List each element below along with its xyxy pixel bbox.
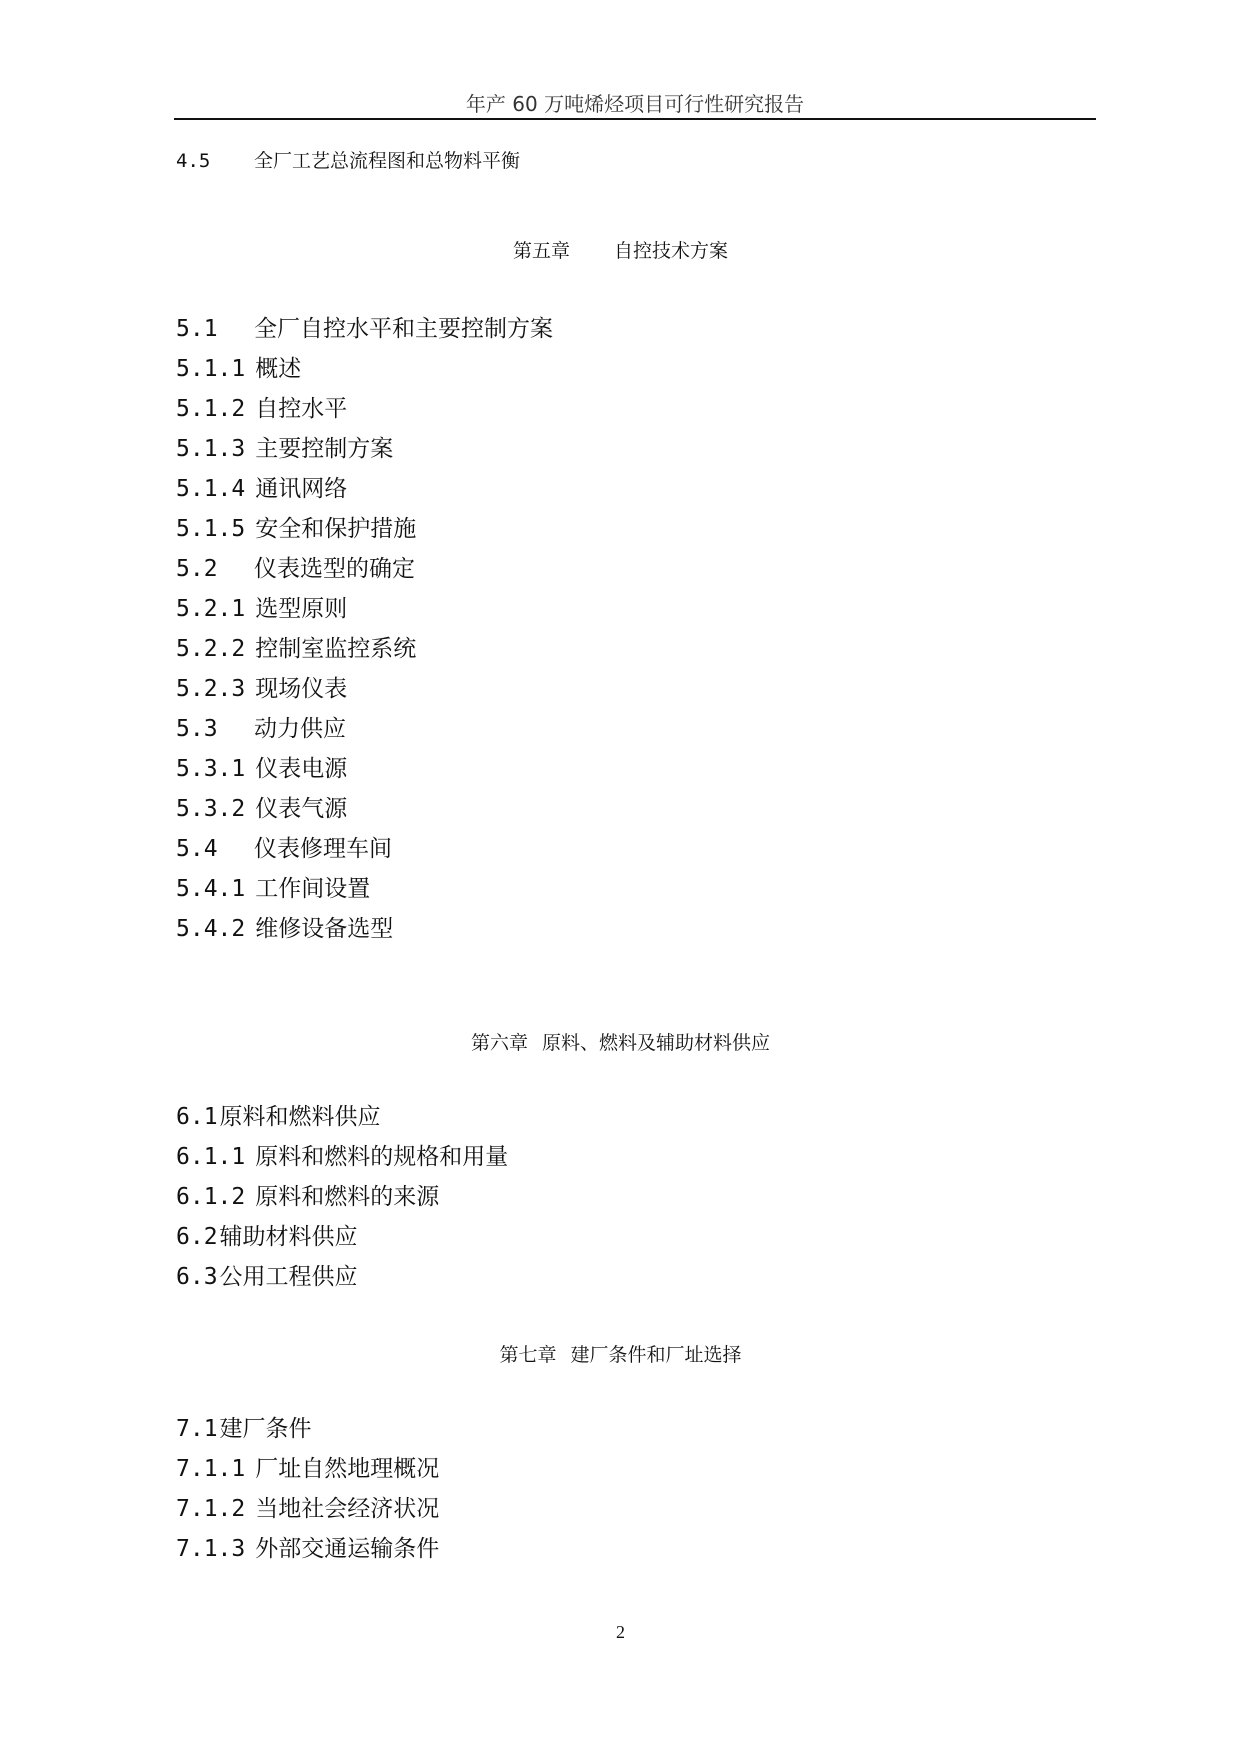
toc-text: 外部交通运输条件 (255, 1536, 440, 1562)
toc-number: 6.2 (176, 1224, 218, 1250)
toc-entry-5-3-1 (176, 750, 347, 783)
toc-number: 5.4.1 (176, 876, 246, 902)
toc-entry-6-3 (176, 1258, 358, 1291)
toc-number: 7.1.3 (176, 1536, 246, 1562)
toc-entry-7-1-1 (176, 1450, 439, 1483)
toc-entry-5-4 (176, 830, 392, 863)
toc-text: 维修设备选型 (255, 916, 394, 942)
toc-entry-6-1-1 (176, 1138, 508, 1171)
toc-number: 5.1.2 (176, 396, 246, 422)
toc-number: 7.1.2 (176, 1496, 246, 1522)
toc-number: 6.3 (176, 1264, 218, 1290)
toc-entry-5-4-1 (176, 870, 370, 903)
toc-entry-5-2-1 (176, 590, 347, 623)
toc-entry-5-3 (176, 710, 346, 743)
toc-text: 仪表气源 (255, 796, 348, 822)
toc-number: 5.3 (176, 716, 218, 742)
toc-text: 控制室监控系统 (255, 636, 417, 662)
toc-entry-6-1 (176, 1098, 381, 1131)
toc-entry-7-1-2 (176, 1490, 439, 1523)
toc-entry-5-4-2 (176, 910, 393, 943)
toc-entry-6-2 (176, 1218, 358, 1251)
chapter-heading-7 (0, 1340, 1241, 1367)
toc-entry-5-1-3 (176, 430, 393, 463)
toc-entry-5-1 (176, 310, 553, 343)
toc-text: 公用工程供应 (219, 1264, 358, 1290)
toc-number: 4.5 (176, 150, 211, 172)
toc-number: 5.2.1 (176, 596, 246, 622)
toc-entry-5-3-2 (176, 790, 347, 823)
chapter-heading-5 (0, 236, 1241, 263)
toc-entry-5-1-5 (176, 510, 416, 543)
toc-number: 5.1 (176, 316, 218, 342)
chapter-label: 第五章 (512, 240, 570, 262)
toc-number: 5.1.5 (176, 516, 246, 542)
toc-text: 概述 (255, 356, 302, 382)
page-header (174, 82, 1096, 120)
toc-text: 原料和燃料的来源 (255, 1184, 440, 1210)
chapter-label: 第六章 (470, 1032, 528, 1054)
toc-text: 原料和燃料供应 (219, 1104, 381, 1130)
chapter-title: 原料、燃料及辅助材料供应 (542, 1032, 771, 1054)
toc-number: 7.1.1 (176, 1456, 246, 1482)
toc-text: 自控水平 (255, 396, 348, 422)
toc-number: 5.1.4 (176, 476, 246, 502)
toc-text: 仪表电源 (255, 756, 348, 782)
toc-entry-5-1-2 (176, 390, 347, 423)
chapter-title: 自控技术方案 (614, 240, 729, 262)
toc-number: 7.1 (176, 1416, 218, 1442)
toc-entry-4-5 (176, 146, 520, 173)
toc-number: 6.1 (176, 1104, 218, 1130)
toc-number: 5.4 (176, 836, 218, 862)
document-title: 年产 60 万吨烯烃项目可行性研究报告 (465, 92, 805, 116)
toc-text: 通讯网络 (255, 476, 348, 502)
toc-text: 建厂条件 (219, 1416, 312, 1442)
toc-number: 5.2.2 (176, 636, 246, 662)
toc-text: 全厂自控水平和主要控制方案 (254, 316, 553, 342)
toc-text: 仪表修理车间 (254, 836, 392, 862)
toc-text: 全厂工艺总流程图和总物料平衡 (254, 150, 521, 172)
toc-text: 安全和保护措施 (255, 516, 417, 542)
toc-number: 6.1.1 (176, 1144, 246, 1170)
toc-text: 原料和燃料的规格和用量 (255, 1144, 509, 1170)
toc-text: 工作间设置 (255, 876, 371, 902)
toc-text: 辅助材料供应 (219, 1224, 358, 1250)
toc-text: 动力供应 (254, 716, 346, 742)
page-number: 2 (616, 1622, 625, 1642)
toc-number: 5.2 (176, 556, 218, 582)
toc-entry-7-1-3 (176, 1530, 439, 1563)
toc-number: 5.4.2 (176, 916, 246, 942)
toc-entry-5-2 (176, 550, 415, 583)
toc-text: 主要控制方案 (255, 436, 394, 462)
toc-entry-6-1-2 (176, 1178, 439, 1211)
toc-text: 厂址自然地理概况 (255, 1456, 440, 1482)
toc-entry-5-2-2 (176, 630, 416, 663)
toc-text: 现场仪表 (255, 676, 348, 702)
toc-number: 5.3.1 (176, 756, 246, 782)
toc-entry-5-1-4 (176, 470, 347, 503)
toc-text: 选型原则 (255, 596, 348, 622)
toc-number: 5.3.2 (176, 796, 246, 822)
toc-text: 当地社会经济状况 (255, 1496, 440, 1522)
toc-entry-5-1-1 (176, 350, 301, 383)
chapter-label: 第七章 (499, 1344, 557, 1366)
toc-number: 5.2.3 (176, 676, 246, 702)
toc-number: 5.1.1 (176, 356, 246, 382)
chapter-title: 建厂条件和厂址选择 (570, 1344, 742, 1366)
toc-entry-5-2-3 (176, 670, 347, 703)
toc-entry-7-1 (176, 1410, 312, 1443)
chapter-heading-6 (0, 1028, 1241, 1055)
toc-text: 仪表选型的确定 (254, 556, 415, 582)
toc-number: 5.1.3 (176, 436, 246, 462)
toc-number: 6.1.2 (176, 1184, 246, 1210)
